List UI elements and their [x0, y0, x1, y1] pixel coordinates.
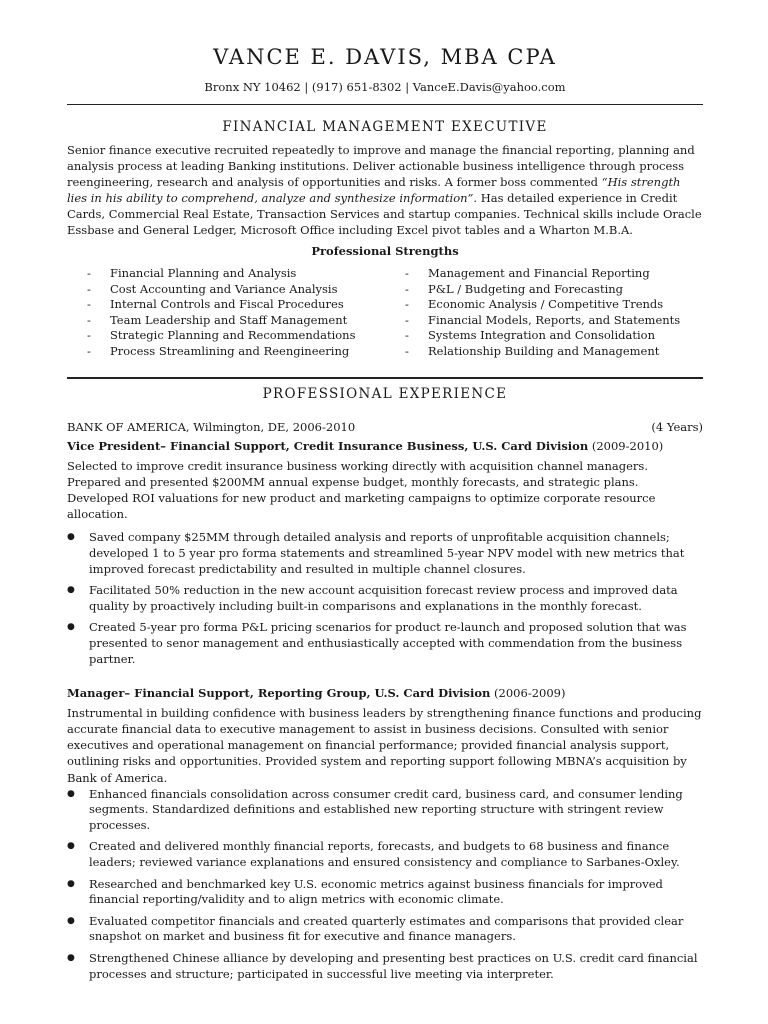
bullet-marker: ●	[67, 585, 75, 596]
experience-section	[67, 386, 703, 982]
bullet-marker: ●	[67, 532, 75, 543]
employer-line	[67, 419, 703, 435]
list-item: ● Created and delivered monthly financial reports, forecasts, and budgets to 68 business and finance leaders; reviewed variance explanations and ensured consistency and compliance to Sarbanes-Oxley.	[67, 839, 680, 869]
dash-marker: -	[87, 281, 91, 296]
strengths-left-column	[67, 266, 385, 360]
bullet-marker: ●	[67, 952, 75, 963]
list-item: ● Enhanced financials consolidation across consumer credit card, business card, and consumer lending segments. Standardized definitions and established new reporting structure with stringent review processes.	[67, 786, 683, 832]
experience-divider	[67, 377, 703, 379]
summary-section	[67, 119, 703, 239]
role-2-bullets	[67, 787, 703, 983]
summary-quote: “His strength lies in his ability to comprehend, analyze and synthesize information”	[67, 175, 681, 206]
role-1-title: Vice President– Financial Support, Credit Insurance Business, U.S. Card Division	[67, 439, 589, 453]
strengths-title: Professional Strengths	[311, 244, 459, 258]
bullet-marker: ●	[67, 841, 75, 852]
dash-marker: -	[405, 266, 409, 280]
strength-item: - P&L / Budgeting and Forecasting	[385, 282, 703, 298]
strength-item: - Economic Analysis / Competitive Trends	[385, 297, 703, 313]
summary-title: FINANCIAL MANAGEMENT EXECUTIVE	[222, 119, 548, 135]
strengths-right-column	[385, 266, 703, 360]
role-2-dates: (2006-2009)	[490, 686, 566, 701]
strength-item: - Team Leadership and Staff Management	[67, 313, 385, 329]
strength-item: - Financial Planning and Analysis	[67, 266, 385, 282]
bullet-marker: ●	[67, 788, 75, 799]
list-item: ● Researched and benchmarked key U.S. economic metrics against business financials for improved financial reporting/validity and to align metrics with economic climate.	[67, 876, 663, 907]
employer-name: BANK OF AMERICA, Wilmington, DE, 2006-2010	[67, 420, 356, 434]
summary-text-1: Senior finance executive recruited repeatedly to improve and manage the financial reporting, planning and analysis process at leading Banking institutions. Deliver actionable business intelligence through process reengineering, research and analysis of opportunities and risks. A former boss commented	[67, 143, 695, 190]
list-item: ● Saved company $25MM through detailed analysis and reports of unprofitable acquisition channels; developed 1 to 5 year pro forma statements and streamlined 5-year NPV model with new metrics that improved forecast predictability and resulted in multiple channel closures.	[67, 530, 685, 576]
strengths-columns	[67, 266, 703, 360]
bullet-marker: ●	[67, 622, 75, 633]
list-item: ● Facilitated 50% reduction in the new account acquisition forecast review process and improved data quality by proactively including built-in comparisons and explanations in the monthly forecast.	[67, 583, 678, 613]
strength-item: - Relationship Building and Management	[385, 344, 703, 360]
role-1-dates: (2009-2010)	[588, 439, 664, 453]
role-2-heading	[67, 685, 703, 701]
role-2-title: Manager– Financial Support, Reporting Group, U.S. Card Division	[67, 686, 491, 701]
strengths-section	[67, 243, 703, 360]
bullet-marker: ●	[67, 878, 75, 889]
experience-title: PROFESSIONAL EXPERIENCE	[262, 386, 508, 402]
summary-paragraph	[67, 142, 703, 239]
dash-marker: -	[405, 312, 409, 327]
dash-marker: -	[87, 266, 91, 280]
dash-marker: -	[87, 328, 91, 343]
list-item: ● Strengthened Chinese alliance by developing and presenting best practices on U.S. credit card financial processes and structure; participated in successful live meeting via interpreter.	[67, 950, 698, 981]
dash-marker: -	[87, 312, 91, 327]
summary-text-2: . Has detailed experience in Credit Cards, Commercial Real Estate, Transaction Services and startup companies. Technical skills include Oracle Essbase and General Ledger, Microsoft Office including Excel pivot tables and a Wharton M.B.A.	[67, 191, 702, 238]
dash-marker: -	[405, 343, 409, 358]
dash-marker: -	[405, 328, 409, 343]
strength-item: - Financial Models, Reports, and Statements	[385, 313, 703, 329]
dash-marker: -	[87, 297, 91, 312]
employer-tenure: (4 Years)	[651, 420, 703, 434]
role-2-description: Instrumental in building confidence with business leaders by strengthening finance functions and producing accurate financial data to executive management to assist in business decisions. Consulted with senior executives and operational management on financial performance; provided financial analysis support, outlining risks and opportunities. Provided system and reporting support following MBNA’s acquisition by Bank of America.	[67, 706, 702, 785]
strength-item: - Cost Accounting and Variance Analysis	[67, 282, 385, 298]
strength-item: - Strategic Planning and Recommendations	[67, 328, 385, 344]
header-divider	[67, 104, 703, 105]
contact-line: Bronx NY 10462 | (917) 651-8302 | VanceE.Davis@yahoo.com	[204, 80, 566, 94]
candidate-name: VANCE E. DAVIS, MBA CPA	[213, 45, 557, 69]
dash-marker: -	[87, 343, 91, 358]
list-item: ● Evaluated competitor financials and created quarterly estimates and comparisons that provided clear snapshot on market and business fit for executive and finance managers.	[67, 913, 684, 944]
strength-item: - Systems Integration and Consolidation	[385, 328, 703, 344]
strength-item: - Internal Controls and Fiscal Procedures	[67, 297, 385, 313]
role-1-description: Selected to improve credit insurance business working directly with acquisition channel managers. Prepared and presented $200MM annual expense budget, monthly forecasts, and strategic plans. Developed ROI valuations for new product and marketing campaigns to optimize corporate resource allocation.	[67, 459, 656, 522]
dash-marker: -	[405, 297, 409, 312]
strength-item: - Management and Financial Reporting	[385, 266, 703, 282]
dash-marker: -	[405, 281, 409, 296]
list-item: ● Created 5-year pro forma P&L pricing scenarios for product re-launch and proposed solution that was presented to senor management and enthusiastically accepted with commendation from the business partner.	[67, 620, 687, 666]
role-1-heading	[67, 438, 703, 454]
role-1-bullets	[67, 530, 703, 667]
strength-item: - Process Streamlining and Reengineering	[67, 344, 385, 360]
bullet-marker: ●	[67, 915, 75, 926]
